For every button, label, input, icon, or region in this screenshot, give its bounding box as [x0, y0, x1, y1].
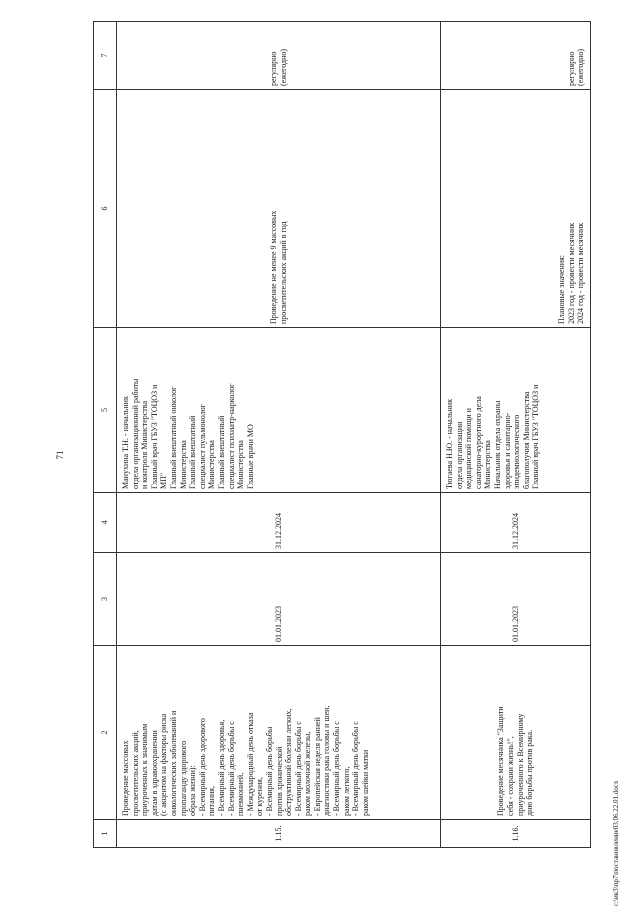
page-number: 71: [55, 450, 65, 460]
responsible-cell: Манухина Т.Н. - начальник отдела организационной работы и контроля Министерства Главный врач ГБУЗ "ТОЦОЗ и МП" Главный внештатный онколог Министерства Главный внештатный специалист пульмонолог Министерства Главный внештатный специалист психиатр-нарколог Министерства Главные врачи МО: [117, 328, 441, 493]
header-cell: 4: [94, 493, 117, 553]
table-rotation-wrapper: [93, 22, 585, 848]
header-cell: 3: [94, 553, 117, 646]
header-cell: 1: [94, 820, 117, 848]
file-path-footer: c:\ик3\пр7\постановление03.06.22.01.docx: [612, 780, 620, 906]
row-number: 1.16.: [441, 820, 591, 848]
event-cell: Проведение массовых просветительских акций, приуроченных к значимым датам в здравоохранении (с акцентом на факторы риска онкологических заболеваний и пропаганду здорового образа жизни): - Всемирный день здорового питания, - Всемирный день здоровья, - Всемирный день борьбы с пневмонией, - Международный день отказа от курения, - Всемирный день борьбы против хронической обструктивной болезни легких, - Всемирный день борьбы с раком молочной железы, - Европейская неделя ранней диагностики рака головы и шеи, - Всемирный день борьбы с раком легкого, - Всемирный день борьбы с раком шейки матки: [117, 646, 441, 820]
start-date-cell: 01.01.2023: [441, 553, 591, 646]
header-cell: 5: [94, 328, 117, 493]
result-cell: Плановые значения: 2023 год - провести месячник 2024 год - провести месячник: [441, 90, 591, 328]
rotated-table-area: [93, 22, 585, 848]
plan-table: [93, 21, 591, 848]
responsible-cell: Тюгаева Н.Ю. - начальник отдела организации медицинской помощи и санаторно-курортного дела Министерства Начальник отдела охраны здоровья и санитарно- эпидемиологического благополучия Министерства Главный врач ГБУЗ "ТОЦОЗ и: [441, 328, 591, 493]
table-row: [441, 22, 591, 848]
row-number: 1.15.: [117, 820, 441, 848]
header-cell: 7: [94, 22, 117, 90]
header-cell: 2: [94, 646, 117, 820]
event-cell: Проведение месячника "Защити себя - сохрани жизнь!", приуроченного к Всемирному дню борьбы против рака.: [441, 646, 591, 820]
table-header-row: [94, 22, 117, 848]
frequency-cell: регулярно (ежегодно): [441, 22, 591, 90]
header-cell: 6: [94, 90, 117, 328]
end-date-cell: 31.12.2024: [441, 493, 591, 553]
table-row: [117, 22, 441, 848]
result-cell: Проведение не менее 9 массовых просветительских акций в год: [117, 90, 441, 328]
frequency-cell: регулярно (ежегодно): [117, 22, 441, 90]
end-date-cell: 31.12.2024: [117, 493, 441, 553]
start-date-cell: 01.01.2023: [117, 553, 441, 646]
